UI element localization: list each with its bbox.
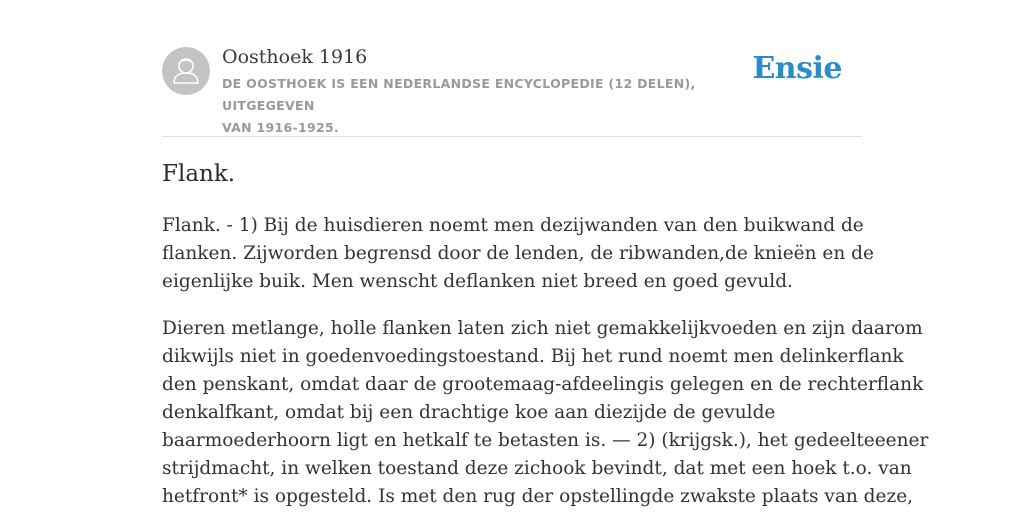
paragraph-line: Flank. - 1) Bij de huisdieren noemt men dezijwanden van den buikwand de — [162, 215, 864, 236]
entry-content — [162, 158, 929, 511]
brand-logo[interactable]: Ensie — [752, 51, 842, 86]
source-description — [222, 73, 762, 139]
source-description-line: VAN 1916-1925. — [222, 120, 340, 135]
paragraph-line: denkalfkant, omdat bij een drachtige koe aan diezijde de gevulde — [162, 402, 776, 423]
source-description-line: DE OOSTHOEK IS EEN NEDERLANDSE ENCYCLOPEDIE (12 DELEN), UITGEGEVEN — [222, 76, 696, 113]
paragraph-line: dikwijls niet in goedenvoedingstoestand. Bij het rund noemt men delinkerflank — [162, 346, 904, 367]
source-title[interactable]: Oosthoek 1916 — [222, 46, 368, 68]
source-header — [162, 46, 862, 137]
paragraph-line: flanken. Zijworden begrensd door de lenden, de ribwanden,de knieën en de — [162, 243, 874, 264]
user-icon — [162, 47, 210, 95]
paragraph-line: eigenlijke buik. Men wenscht deflanken niet breed en goed gevuld. — [162, 271, 793, 292]
paragraph-line: den penskant, omdat daar de grootemaag-afdeelingis gelegen en de rechterflank — [162, 374, 924, 395]
paragraph-line: strijdmacht, in welken toestand deze zichook bevindt, dat met een hoek t.o. van — [162, 458, 912, 479]
entry-title: Flank. — [162, 161, 236, 187]
paragraph-line: hetfront* is opgesteld. Is met den rug der opstellingde zwakste plaats van deze, — [162, 486, 914, 507]
paragraph-line: baarmoederhoorn ligt en hetkalf te betasten is. — 2) (krijgsk.), het gedeelteeener — [162, 430, 929, 451]
avatar[interactable] — [162, 47, 210, 95]
entry-paragraph — [162, 212, 874, 296]
entry-paragraph — [162, 315, 929, 511]
paragraph-line: Dieren metlange, holle flanken laten zich niet gemakkelijkvoeden en zijn daarom — [162, 318, 923, 339]
